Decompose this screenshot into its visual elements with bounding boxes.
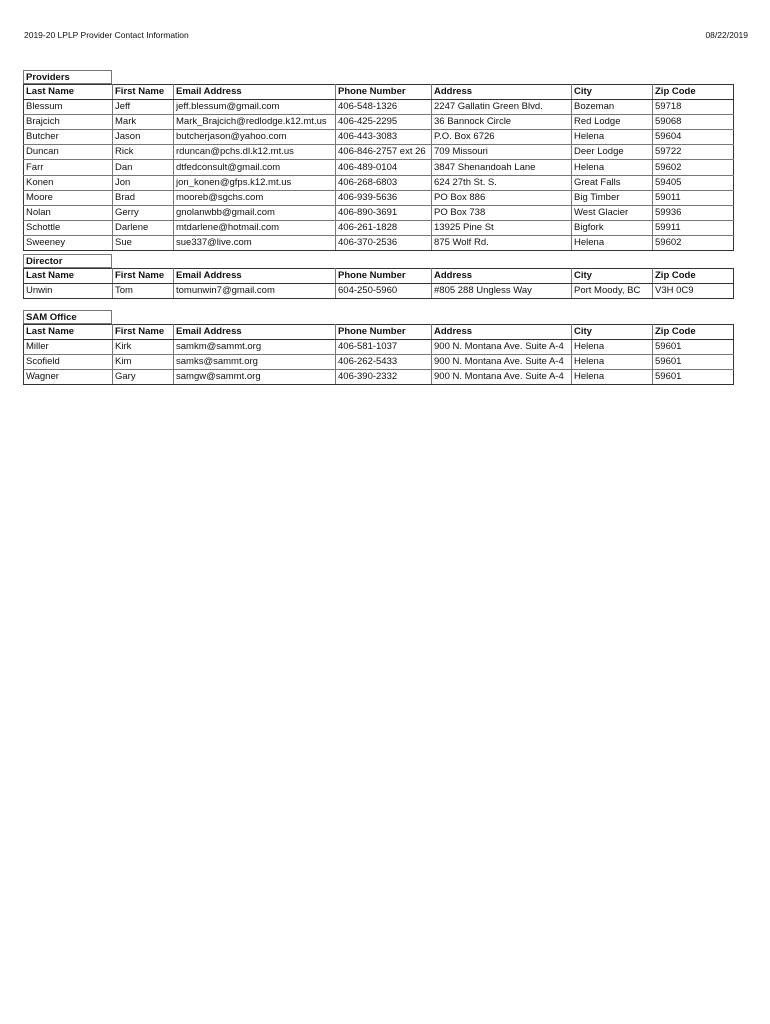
column-header-email-address: Email Address <box>174 269 336 284</box>
section-title: SAM Office <box>23 310 112 324</box>
first-name-cell: Mark <box>113 115 174 130</box>
table-row <box>24 235 734 250</box>
email-address-cell: mooreb@sgchs.com <box>174 190 336 205</box>
phone-number-cell: 406-425-2295 <box>336 115 432 130</box>
zip-code-cell: 59011 <box>653 190 734 205</box>
column-header-last-name: Last Name <box>24 325 113 340</box>
first-name-cell: Brad <box>113 190 174 205</box>
zip-code-cell: 59602 <box>653 160 734 175</box>
table-row <box>24 115 734 130</box>
table-row <box>24 355 734 370</box>
zip-code-cell: 59601 <box>653 370 734 385</box>
column-header-phone-number: Phone Number <box>336 85 432 100</box>
column-header-address: Address <box>432 325 572 340</box>
address-cell: PO Box 886 <box>432 190 572 205</box>
email-address-cell: rduncan@pchs.dl.k12.mt.us <box>174 145 336 160</box>
first-name-cell: Tom <box>113 284 174 299</box>
city-cell: Red Lodge <box>572 115 653 130</box>
column-header-email-address: Email Address <box>174 325 336 340</box>
column-header-first-name: First Name <box>113 269 174 284</box>
column-header-email-address: Email Address <box>174 85 336 100</box>
table-row <box>24 160 734 175</box>
phone-number-cell: 604-250-5960 <box>336 284 432 299</box>
city-cell: Helena <box>572 370 653 385</box>
last-name-cell: Unwin <box>24 284 113 299</box>
table-row <box>24 220 734 235</box>
phone-number-cell: 406-390-2332 <box>336 370 432 385</box>
phone-number-cell: 406-581-1037 <box>336 340 432 355</box>
last-name-cell: Konen <box>24 175 113 190</box>
address-cell: 900 N. Montana Ave. Suite A-4 <box>432 340 572 355</box>
column-header-first-name: First Name <box>113 85 174 100</box>
phone-number-cell: 406-939-5636 <box>336 190 432 205</box>
email-address-cell: Mark_Brajcich@redlodge.k12.mt.us <box>174 115 336 130</box>
phone-number-cell: 406-846-2757 ext 26 <box>336 145 432 160</box>
city-cell: Big Timber <box>572 190 653 205</box>
contact-table <box>23 268 734 299</box>
city-cell: Deer Lodge <box>572 145 653 160</box>
address-cell: 624 27th St. S. <box>432 175 572 190</box>
first-name-cell: Gary <box>113 370 174 385</box>
column-header-city: City <box>572 325 653 340</box>
last-name-cell: Wagner <box>24 370 113 385</box>
column-header-address: Address <box>432 269 572 284</box>
table-row <box>24 340 734 355</box>
zip-code-cell: 59722 <box>653 145 734 160</box>
zip-code-cell: 59718 <box>653 100 734 115</box>
column-header-zip-code: Zip Code <box>653 325 734 340</box>
phone-number-cell: 406-548-1326 <box>336 100 432 115</box>
sam-office-section <box>23 310 733 385</box>
table-row <box>24 175 734 190</box>
address-cell: PO Box 738 <box>432 205 572 220</box>
last-name-cell: Scofield <box>24 355 113 370</box>
address-cell: 2247 Gallatin Green Blvd. <box>432 100 572 115</box>
column-header-city: City <box>572 85 653 100</box>
email-address-cell: mtdarlene@hotmail.com <box>174 220 336 235</box>
table-row <box>24 205 734 220</box>
column-header-zip-code: Zip Code <box>653 85 734 100</box>
email-address-cell: samks@sammt.org <box>174 355 336 370</box>
phone-number-cell: 406-262-5433 <box>336 355 432 370</box>
last-name-cell: Sweeney <box>24 235 113 250</box>
email-address-cell: samgw@sammt.org <box>174 370 336 385</box>
column-header-phone-number: Phone Number <box>336 325 432 340</box>
last-name-cell: Duncan <box>24 145 113 160</box>
column-header-city: City <box>572 269 653 284</box>
city-cell: Port Moody, BC <box>572 284 653 299</box>
first-name-cell: Dan <box>113 160 174 175</box>
zip-code-cell: 59405 <box>653 175 734 190</box>
address-cell: 900 N. Montana Ave. Suite A-4 <box>432 370 572 385</box>
contact-table <box>23 324 734 385</box>
email-address-cell: sue337@live.com <box>174 235 336 250</box>
header-row <box>24 325 734 340</box>
header-row <box>24 269 734 284</box>
page-header <box>24 30 748 42</box>
address-cell: #805 288 Ungless Way <box>432 284 572 299</box>
city-cell: Bozeman <box>572 100 653 115</box>
zip-code-cell: 59936 <box>653 205 734 220</box>
phone-number-cell: 406-443-3083 <box>336 130 432 145</box>
address-cell: P.O. Box 6726 <box>432 130 572 145</box>
providers-section <box>23 70 733 251</box>
last-name-cell: Brajcich <box>24 115 113 130</box>
city-cell: West Glacier <box>572 205 653 220</box>
first-name-cell: Kirk <box>113 340 174 355</box>
column-header-first-name: First Name <box>113 325 174 340</box>
zip-code-cell: V3H 0C9 <box>653 284 734 299</box>
phone-number-cell: 406-890-3691 <box>336 205 432 220</box>
zip-code-cell: 59601 <box>653 355 734 370</box>
document-title: 2019-20 LPLP Provider Contact Information <box>24 30 189 40</box>
column-header-address: Address <box>432 85 572 100</box>
first-name-cell: Jason <box>113 130 174 145</box>
city-cell: Helena <box>572 160 653 175</box>
city-cell: Helena <box>572 130 653 145</box>
address-cell: 709 Missouri <box>432 145 572 160</box>
first-name-cell: Jeff <box>113 100 174 115</box>
city-cell: Helena <box>572 355 653 370</box>
table-row <box>24 190 734 205</box>
director-section <box>23 254 733 299</box>
email-address-cell: gnolanwbb@gmail.com <box>174 205 336 220</box>
last-name-cell: Farr <box>24 160 113 175</box>
first-name-cell: Jon <box>113 175 174 190</box>
last-name-cell: Miller <box>24 340 113 355</box>
address-cell: 3847 Shenandoah Lane <box>432 160 572 175</box>
first-name-cell: Darlene <box>113 220 174 235</box>
document-date: 08/22/2019 <box>705 30 748 40</box>
column-header-zip-code: Zip Code <box>653 269 734 284</box>
email-address-cell: jon_konen@gfps.k12.mt.us <box>174 175 336 190</box>
phone-number-cell: 406-268-6803 <box>336 175 432 190</box>
last-name-cell: Nolan <box>24 205 113 220</box>
last-name-cell: Schottle <box>24 220 113 235</box>
city-cell: Helena <box>572 340 653 355</box>
zip-code-cell: 59604 <box>653 130 734 145</box>
city-cell: Helena <box>572 235 653 250</box>
column-header-phone-number: Phone Number <box>336 269 432 284</box>
email-address-cell: jeff.blessum@gmail.com <box>174 100 336 115</box>
section-title: Providers <box>23 70 112 84</box>
first-name-cell: Rick <box>113 145 174 160</box>
table-row <box>24 100 734 115</box>
email-address-cell: butcherjason@yahoo.com <box>174 130 336 145</box>
phone-number-cell: 406-489-0104 <box>336 160 432 175</box>
email-address-cell: dtfedconsult@gmail.com <box>174 160 336 175</box>
last-name-cell: Moore <box>24 190 113 205</box>
last-name-cell: Blessum <box>24 100 113 115</box>
column-header-last-name: Last Name <box>24 85 113 100</box>
zip-code-cell: 59911 <box>653 220 734 235</box>
address-cell: 875 Wolf Rd. <box>432 235 572 250</box>
city-cell: Great Falls <box>572 175 653 190</box>
zip-code-cell: 59068 <box>653 115 734 130</box>
zip-code-cell: 59602 <box>653 235 734 250</box>
first-name-cell: Sue <box>113 235 174 250</box>
email-address-cell: tomunwin7@gmail.com <box>174 284 336 299</box>
table-row <box>24 370 734 385</box>
email-address-cell: samkm@sammt.org <box>174 340 336 355</box>
table-row <box>24 145 734 160</box>
column-header-last-name: Last Name <box>24 269 113 284</box>
address-cell: 36 Bannock Circle <box>432 115 572 130</box>
zip-code-cell: 59601 <box>653 340 734 355</box>
first-name-cell: Gerry <box>113 205 174 220</box>
section-title: Director <box>23 254 112 268</box>
contact-table <box>23 84 734 251</box>
first-name-cell: Kim <box>113 355 174 370</box>
address-cell: 900 N. Montana Ave. Suite A-4 <box>432 355 572 370</box>
phone-number-cell: 406-370-2536 <box>336 235 432 250</box>
table-row <box>24 284 734 299</box>
address-cell: 13925 Pine St <box>432 220 572 235</box>
table-row <box>24 130 734 145</box>
phone-number-cell: 406-261-1828 <box>336 220 432 235</box>
last-name-cell: Butcher <box>24 130 113 145</box>
city-cell: Bigfork <box>572 220 653 235</box>
header-row <box>24 85 734 100</box>
